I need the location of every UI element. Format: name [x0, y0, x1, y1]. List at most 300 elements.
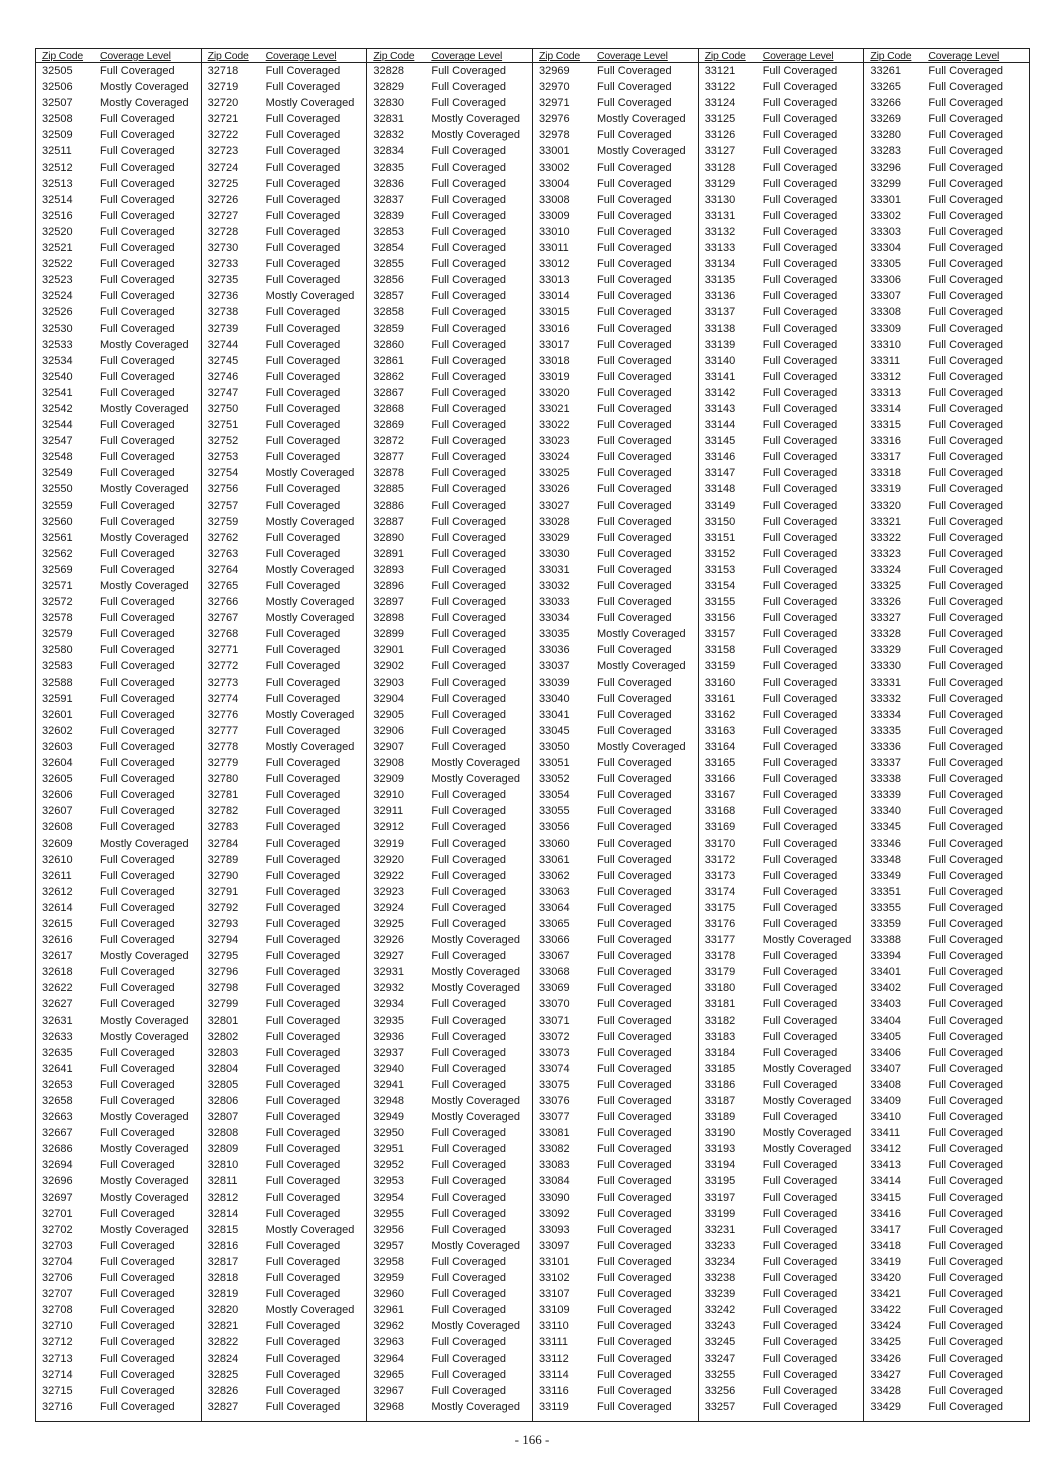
zip-code-cell: 32941 [373, 1078, 404, 1091]
zip-code-header: Zip Code [704, 50, 746, 62]
zip-code-cell: 32774 [207, 692, 239, 705]
zip-code-cell: 32583 [42, 660, 73, 673]
table-row [36, 546, 201, 562]
coverage-level-cell: Full Coveraged [100, 515, 175, 528]
table-row [533, 836, 698, 852]
coverage-level-cell: Mostly Coveraged [597, 660, 686, 673]
table-row [699, 514, 864, 530]
table-row [36, 610, 201, 626]
coverage-level-cell: Full Coveraged [597, 676, 672, 689]
zip-code-cell: 33427 [870, 1368, 901, 1381]
zip-code-cell: 32822 [207, 1336, 239, 1349]
zip-code-cell: 33139 [704, 338, 736, 351]
table-row [533, 916, 698, 932]
table-row [699, 256, 864, 272]
coverage-level-cell: Mostly Coveraged [265, 1304, 355, 1317]
coverage-level-cell: Full Coveraged [597, 1159, 672, 1172]
table-row [699, 787, 864, 803]
coverage-level-cell: Full Coveraged [928, 258, 1003, 271]
table-row [699, 1254, 864, 1270]
zip-code-cell: 32935 [373, 1014, 404, 1027]
zip-code-cell: 32906 [373, 724, 404, 737]
coverage-level-cell: Mostly Coveraged [100, 1191, 189, 1204]
coverage-level-cell: Full Coveraged [762, 419, 838, 432]
coverage-level-cell: Full Coveraged [928, 402, 1003, 415]
zip-code-cell: 32779 [207, 757, 239, 770]
table-row [367, 95, 532, 111]
zip-code-cell: 32955 [373, 1207, 404, 1220]
zip-code-cell: 33414 [870, 1175, 901, 1188]
coverage-level-cell: Full Coveraged [762, 676, 838, 689]
coverage-level-cell: Full Coveraged [928, 274, 1003, 287]
coverage-level-cell: Full Coveraged [265, 676, 341, 689]
table-row [864, 433, 1029, 449]
coverage-level-cell: Full Coveraged [928, 596, 1003, 609]
zip-code-cell: 33167 [704, 789, 736, 802]
table-row [367, 1254, 532, 1270]
table-row [864, 385, 1029, 401]
table-row [202, 1125, 367, 1141]
coverage-level-cell: Mostly Coveraged [431, 966, 520, 979]
table-row [699, 1222, 864, 1238]
zip-code-cell: 33004 [539, 177, 570, 190]
zip-code-cell: 33168 [704, 805, 736, 818]
coverage-level-cell: Full Coveraged [762, 950, 838, 963]
coverage-level-header: Coverage Level [597, 50, 668, 62]
coverage-level-cell: Mostly Coveraged [100, 81, 189, 94]
coverage-level-cell: Full Coveraged [762, 998, 838, 1011]
zip-code-cell: 32803 [207, 1046, 239, 1059]
zip-code-cell: 33355 [870, 901, 901, 914]
table-row [367, 1045, 532, 1061]
coverage-level-cell: Full Coveraged [762, 258, 838, 271]
coverage-level-cell: Full Coveraged [265, 869, 341, 882]
coverage-level-cell: Full Coveraged [597, 853, 672, 866]
table-row [864, 417, 1029, 433]
table-row [533, 1318, 698, 1334]
table-row [864, 321, 1029, 337]
coverage-level-cell: Full Coveraged [265, 306, 341, 319]
coverage-level-cell: Full Coveraged [265, 129, 341, 142]
table-row [367, 755, 532, 771]
zip-code-cell: 32806 [207, 1095, 239, 1107]
coverage-level-cell: Mostly Coveraged [100, 1175, 189, 1188]
table-row [367, 852, 532, 868]
coverage-level-cell: Full Coveraged [928, 338, 1003, 351]
table-row [533, 272, 698, 288]
table-row [367, 819, 532, 835]
zip-code-cell: 33417 [870, 1223, 901, 1236]
coverage-level-cell: Full Coveraged [762, 1046, 838, 1059]
coverage-level-cell: Full Coveraged [597, 402, 672, 415]
zip-code-cell: 32790 [207, 869, 239, 882]
zip-code-cell: 32810 [207, 1159, 239, 1172]
coverage-level-cell: Full Coveraged [597, 258, 672, 271]
coverage-level-cell: Full Coveraged [100, 161, 175, 174]
zip-code-cell: 32520 [42, 225, 73, 238]
zip-code-cell: 33131 [704, 209, 736, 222]
table-row [533, 304, 698, 320]
zip-code-cell: 33069 [539, 982, 570, 995]
coverage-level-cell: Full Coveraged [762, 1336, 838, 1349]
zip-code-cell: 32820 [207, 1304, 239, 1317]
zip-code-cell: 33406 [870, 1046, 901, 1059]
table-row [36, 980, 201, 996]
table-row [367, 192, 532, 208]
zip-code-cell: 32773 [207, 676, 239, 689]
coverage-level-cell: Full Coveraged [431, 998, 506, 1011]
zip-code-cell: 33026 [539, 483, 570, 496]
coverage-level-cell: Full Coveraged [431, 354, 506, 367]
table-row [699, 1286, 864, 1302]
table-row [202, 803, 367, 819]
zip-code-cell: 33313 [870, 386, 901, 399]
coverage-level-cell: Full Coveraged [928, 692, 1003, 705]
coverage-level-cell: Full Coveraged [597, 869, 672, 882]
zip-code-cell: 32686 [42, 1143, 73, 1156]
zip-code-cell: 32932 [373, 982, 404, 995]
coverage-level-cell: Mostly Coveraged [100, 580, 189, 592]
zip-code-header: Zip Code [207, 50, 249, 62]
zip-code-cell: 32903 [373, 676, 404, 689]
coverage-level-cell: Full Coveraged [928, 660, 1003, 673]
table-row [202, 932, 367, 948]
table-row [533, 642, 698, 658]
table-row [533, 1013, 698, 1029]
zip-coverage-table [35, 48, 1030, 1422]
table-row [699, 852, 864, 868]
coverage-level-cell: Mostly Coveraged [431, 982, 520, 995]
coverage-level-cell: Full Coveraged [597, 966, 672, 979]
table-row [36, 385, 201, 401]
coverage-level-cell: Full Coveraged [431, 644, 506, 657]
table-row [699, 626, 864, 642]
table-row [699, 932, 864, 948]
coverage-level-cell: Full Coveraged [928, 97, 1003, 110]
table-row [864, 755, 1029, 771]
coverage-level-cell: Full Coveraged [265, 81, 341, 94]
table-row [864, 1302, 1029, 1318]
table-row [533, 111, 698, 127]
zip-code-cell: 32959 [373, 1272, 404, 1285]
coverage-level-cell: Full Coveraged [431, 1078, 506, 1091]
zip-code-cell: 32819 [207, 1288, 239, 1301]
zip-code-cell: 33335 [870, 724, 901, 737]
table-row [367, 1270, 532, 1286]
zip-code-cell: 32878 [373, 467, 404, 480]
table-row [367, 417, 532, 433]
coverage-level-cell: Full Coveraged [762, 1191, 838, 1204]
zip-code-cell: 33156 [704, 612, 736, 625]
zip-code-cell: 33151 [704, 531, 736, 544]
coverage-level-cell: Full Coveraged [762, 499, 838, 512]
zip-code-cell: 33316 [870, 435, 901, 448]
coverage-level-cell: Full Coveraged [431, 306, 506, 319]
zip-code-cell: 33256 [704, 1384, 736, 1397]
zip-code-cell: 33323 [870, 547, 901, 560]
zip-code-cell: 32697 [42, 1191, 73, 1204]
coverage-level-cell: Full Coveraged [928, 1175, 1003, 1188]
table-row [864, 626, 1029, 642]
table-row [367, 1367, 532, 1383]
zip-code-cell: 32765 [207, 580, 239, 592]
coverage-level-cell: Full Coveraged [100, 966, 175, 979]
zip-code-cell: 33331 [870, 676, 901, 689]
coverage-level-cell: Full Coveraged [597, 242, 672, 255]
coverage-level-cell: Full Coveraged [762, 580, 838, 592]
table-row [202, 723, 367, 739]
zip-code-cell: 33012 [539, 258, 570, 271]
zip-code-cell: 33301 [870, 193, 901, 206]
zip-code-cell: 33280 [870, 129, 901, 142]
coverage-level-cell: Full Coveraged [100, 145, 175, 158]
zip-code-cell: 32784 [207, 837, 239, 850]
coverage-level-cell: Full Coveraged [100, 1046, 175, 1059]
table-row [36, 707, 201, 723]
table-row [202, 465, 367, 481]
table-row [533, 594, 698, 610]
zip-code-cell: 32971 [539, 97, 570, 110]
zip-code-cell: 33349 [870, 869, 901, 882]
table-row [533, 626, 698, 642]
table-row [533, 401, 698, 417]
table-row [699, 1334, 864, 1350]
table-row [202, 1351, 367, 1367]
zip-code-cell: 33035 [539, 628, 570, 641]
coverage-level-cell: Full Coveraged [762, 1078, 838, 1091]
zip-code-cell: 33092 [539, 1207, 570, 1220]
zip-code-cell: 33135 [704, 274, 736, 287]
coverage-level-cell: Full Coveraged [762, 724, 838, 737]
zip-code-cell: 33014 [539, 290, 570, 303]
zip-code-cell: 32511 [42, 145, 72, 158]
table-row [533, 465, 698, 481]
zip-code-cell: 32559 [42, 499, 73, 512]
zip-code-cell: 33060 [539, 837, 570, 850]
zip-code-cell: 33324 [870, 563, 901, 576]
coverage-level-cell: Full Coveraged [762, 596, 838, 609]
zip-code-cell: 32512 [42, 161, 73, 174]
zip-code-cell: 32612 [42, 885, 73, 898]
coverage-level-cell: Full Coveraged [265, 242, 341, 255]
table-row [533, 996, 698, 1012]
coverage-level-cell: Full Coveraged [928, 499, 1003, 512]
coverage-level-cell: Full Coveraged [100, 322, 175, 335]
zip-code-cell: 33073 [539, 1046, 570, 1059]
zip-code-cell: 32781 [207, 789, 239, 802]
table-row [533, 1173, 698, 1189]
zip-code-cell: 33181 [704, 998, 736, 1011]
zip-code-cell: 33176 [704, 917, 736, 930]
zip-code-cell: 32727 [207, 209, 239, 222]
table-row [864, 514, 1029, 530]
coverage-level-header: Coverage Level [928, 50, 1000, 62]
coverage-level-cell: Full Coveraged [597, 1272, 672, 1285]
coverage-level-cell: Full Coveraged [265, 1272, 341, 1285]
zip-code-cell: 33082 [539, 1143, 570, 1156]
table-row [36, 996, 201, 1012]
table-row [202, 1141, 367, 1157]
table-row [36, 1351, 201, 1367]
coverage-level-cell: Full Coveraged [100, 290, 175, 303]
coverage-level-cell: Full Coveraged [100, 258, 175, 271]
coverage-level-cell: Full Coveraged [928, 1159, 1003, 1172]
table-row [699, 385, 864, 401]
coverage-level-cell: Full Coveraged [431, 708, 506, 721]
zip-code-cell: 33302 [870, 209, 901, 222]
coverage-level-cell: Full Coveraged [597, 290, 672, 303]
table-row [367, 626, 532, 642]
table-row [864, 337, 1029, 353]
table-row [202, 996, 367, 1012]
table-row [367, 916, 532, 932]
zip-code-cell: 33327 [870, 612, 901, 625]
coverage-level-cell: Full Coveraged [597, 322, 672, 335]
coverage-level-cell: Full Coveraged [265, 402, 341, 415]
coverage-level-cell: Full Coveraged [762, 1384, 838, 1397]
zip-code-cell: 32752 [207, 435, 239, 448]
zip-code-cell: 32713 [42, 1352, 73, 1365]
coverage-level-cell: Full Coveraged [265, 225, 341, 238]
table-row [699, 546, 864, 562]
table-row [699, 449, 864, 465]
table-row [36, 964, 201, 980]
table-row [202, 1367, 367, 1383]
coverage-level-cell: Full Coveraged [928, 1400, 1003, 1413]
coverage-level-cell: Full Coveraged [431, 917, 506, 930]
coverage-level-cell: Full Coveraged [431, 1143, 506, 1156]
coverage-level-cell: Full Coveraged [597, 563, 672, 576]
zip-code-cell: 32663 [42, 1111, 73, 1124]
table-row [36, 658, 201, 674]
table-row [864, 465, 1029, 481]
table-row [36, 562, 201, 578]
zip-code-cell: 32836 [373, 177, 404, 190]
coverage-level-cell: Full Coveraged [265, 531, 341, 544]
zip-code-cell: 33067 [539, 950, 570, 963]
table-row [864, 1399, 1029, 1415]
coverage-level-cell: Full Coveraged [762, 1400, 838, 1413]
table-row [36, 1238, 201, 1254]
zip-code-cell: 32633 [42, 1030, 73, 1043]
zip-code-cell: 32811 [207, 1175, 238, 1188]
zip-code-cell: 33247 [704, 1352, 736, 1365]
table-row [864, 1061, 1029, 1077]
table-row [864, 127, 1029, 143]
zip-code-cell: 33418 [870, 1239, 901, 1252]
zip-code-cell: 33009 [539, 209, 570, 222]
coverage-level-cell: Full Coveraged [265, 950, 341, 963]
zip-code-cell: 33097 [539, 1239, 570, 1252]
zip-code-cell: 32588 [42, 676, 73, 689]
table-header [202, 49, 367, 63]
coverage-level-cell: Full Coveraged [928, 1062, 1003, 1075]
zip-code-cell: 33242 [704, 1304, 736, 1317]
zip-code-cell: 33426 [870, 1352, 901, 1365]
zip-code-cell: 33107 [539, 1288, 570, 1301]
zip-code-cell: 32812 [207, 1191, 239, 1204]
zip-code-cell: 32967 [373, 1384, 404, 1397]
coverage-level-cell: Full Coveraged [431, 97, 506, 110]
zip-code-cell: 33050 [539, 740, 570, 753]
table-row [533, 1029, 698, 1045]
table-row [202, 739, 367, 755]
table-row [699, 208, 864, 224]
table-row [533, 385, 698, 401]
zip-code-cell: 33317 [870, 451, 901, 464]
table-row [36, 1383, 201, 1399]
zip-code-cell: 32807 [207, 1111, 239, 1124]
coverage-level-cell: Full Coveraged [100, 242, 175, 255]
table-row [864, 1334, 1029, 1350]
coverage-level-cell: Full Coveraged [597, 789, 672, 802]
table-column-group [36, 49, 201, 1421]
coverage-level-cell: Full Coveraged [597, 1014, 672, 1027]
coverage-level-cell: Full Coveraged [100, 1288, 175, 1301]
coverage-level-cell: Full Coveraged [100, 934, 175, 947]
coverage-level-cell: Full Coveraged [265, 853, 341, 866]
zip-code-cell: 33162 [704, 708, 736, 721]
table-row [202, 1061, 367, 1077]
table-row [367, 79, 532, 95]
zip-code-cell: 32911 [373, 805, 404, 818]
table-row [533, 1061, 698, 1077]
coverage-level-cell: Full Coveraged [100, 708, 175, 721]
table-row [367, 1061, 532, 1077]
table-row [202, 369, 367, 385]
table-row [699, 1270, 864, 1286]
coverage-level-cell: Full Coveraged [265, 1143, 341, 1156]
coverage-level-cell: Full Coveraged [431, 1223, 506, 1236]
table-row [367, 980, 532, 996]
coverage-level-cell: Full Coveraged [265, 1255, 341, 1268]
coverage-level-cell: Full Coveraged [431, 467, 506, 480]
table-row [699, 771, 864, 787]
coverage-level-cell: Full Coveraged [100, 692, 175, 705]
coverage-level-cell: Full Coveraged [597, 934, 672, 947]
table-row [533, 1383, 698, 1399]
zip-code-cell: 33322 [870, 531, 901, 544]
table-row [864, 401, 1029, 417]
zip-code-cell: 33020 [539, 386, 570, 399]
coverage-level-cell: Full Coveraged [597, 901, 672, 914]
coverage-level-cell: Full Coveraged [100, 1384, 175, 1397]
zip-code-cell: 33199 [704, 1207, 736, 1220]
table-row [36, 578, 201, 594]
coverage-level-cell: Mostly Coveraged [100, 1030, 189, 1043]
table-row [699, 143, 864, 159]
coverage-level-cell: Full Coveraged [597, 757, 672, 770]
zip-code-cell: 32885 [373, 483, 404, 496]
coverage-level-cell: Full Coveraged [597, 1255, 672, 1268]
table-row [367, 996, 532, 1012]
zip-code-cell: 33305 [870, 258, 901, 271]
coverage-level-cell: Full Coveraged [100, 982, 175, 995]
zip-code-cell: 33065 [539, 917, 570, 930]
table-row [864, 1367, 1029, 1383]
zip-code-cell: 32753 [207, 451, 239, 464]
coverage-level-cell: Full Coveraged [762, 1288, 838, 1301]
zip-code-cell: 33076 [539, 1095, 570, 1107]
zip-code-cell: 32897 [373, 596, 404, 609]
table-row [864, 304, 1029, 320]
coverage-level-cell: Full Coveraged [928, 1336, 1003, 1349]
table-row [699, 481, 864, 497]
table-row [367, 1029, 532, 1045]
zip-code-cell: 33172 [704, 853, 736, 866]
table-row [533, 514, 698, 530]
table-row [36, 803, 201, 819]
